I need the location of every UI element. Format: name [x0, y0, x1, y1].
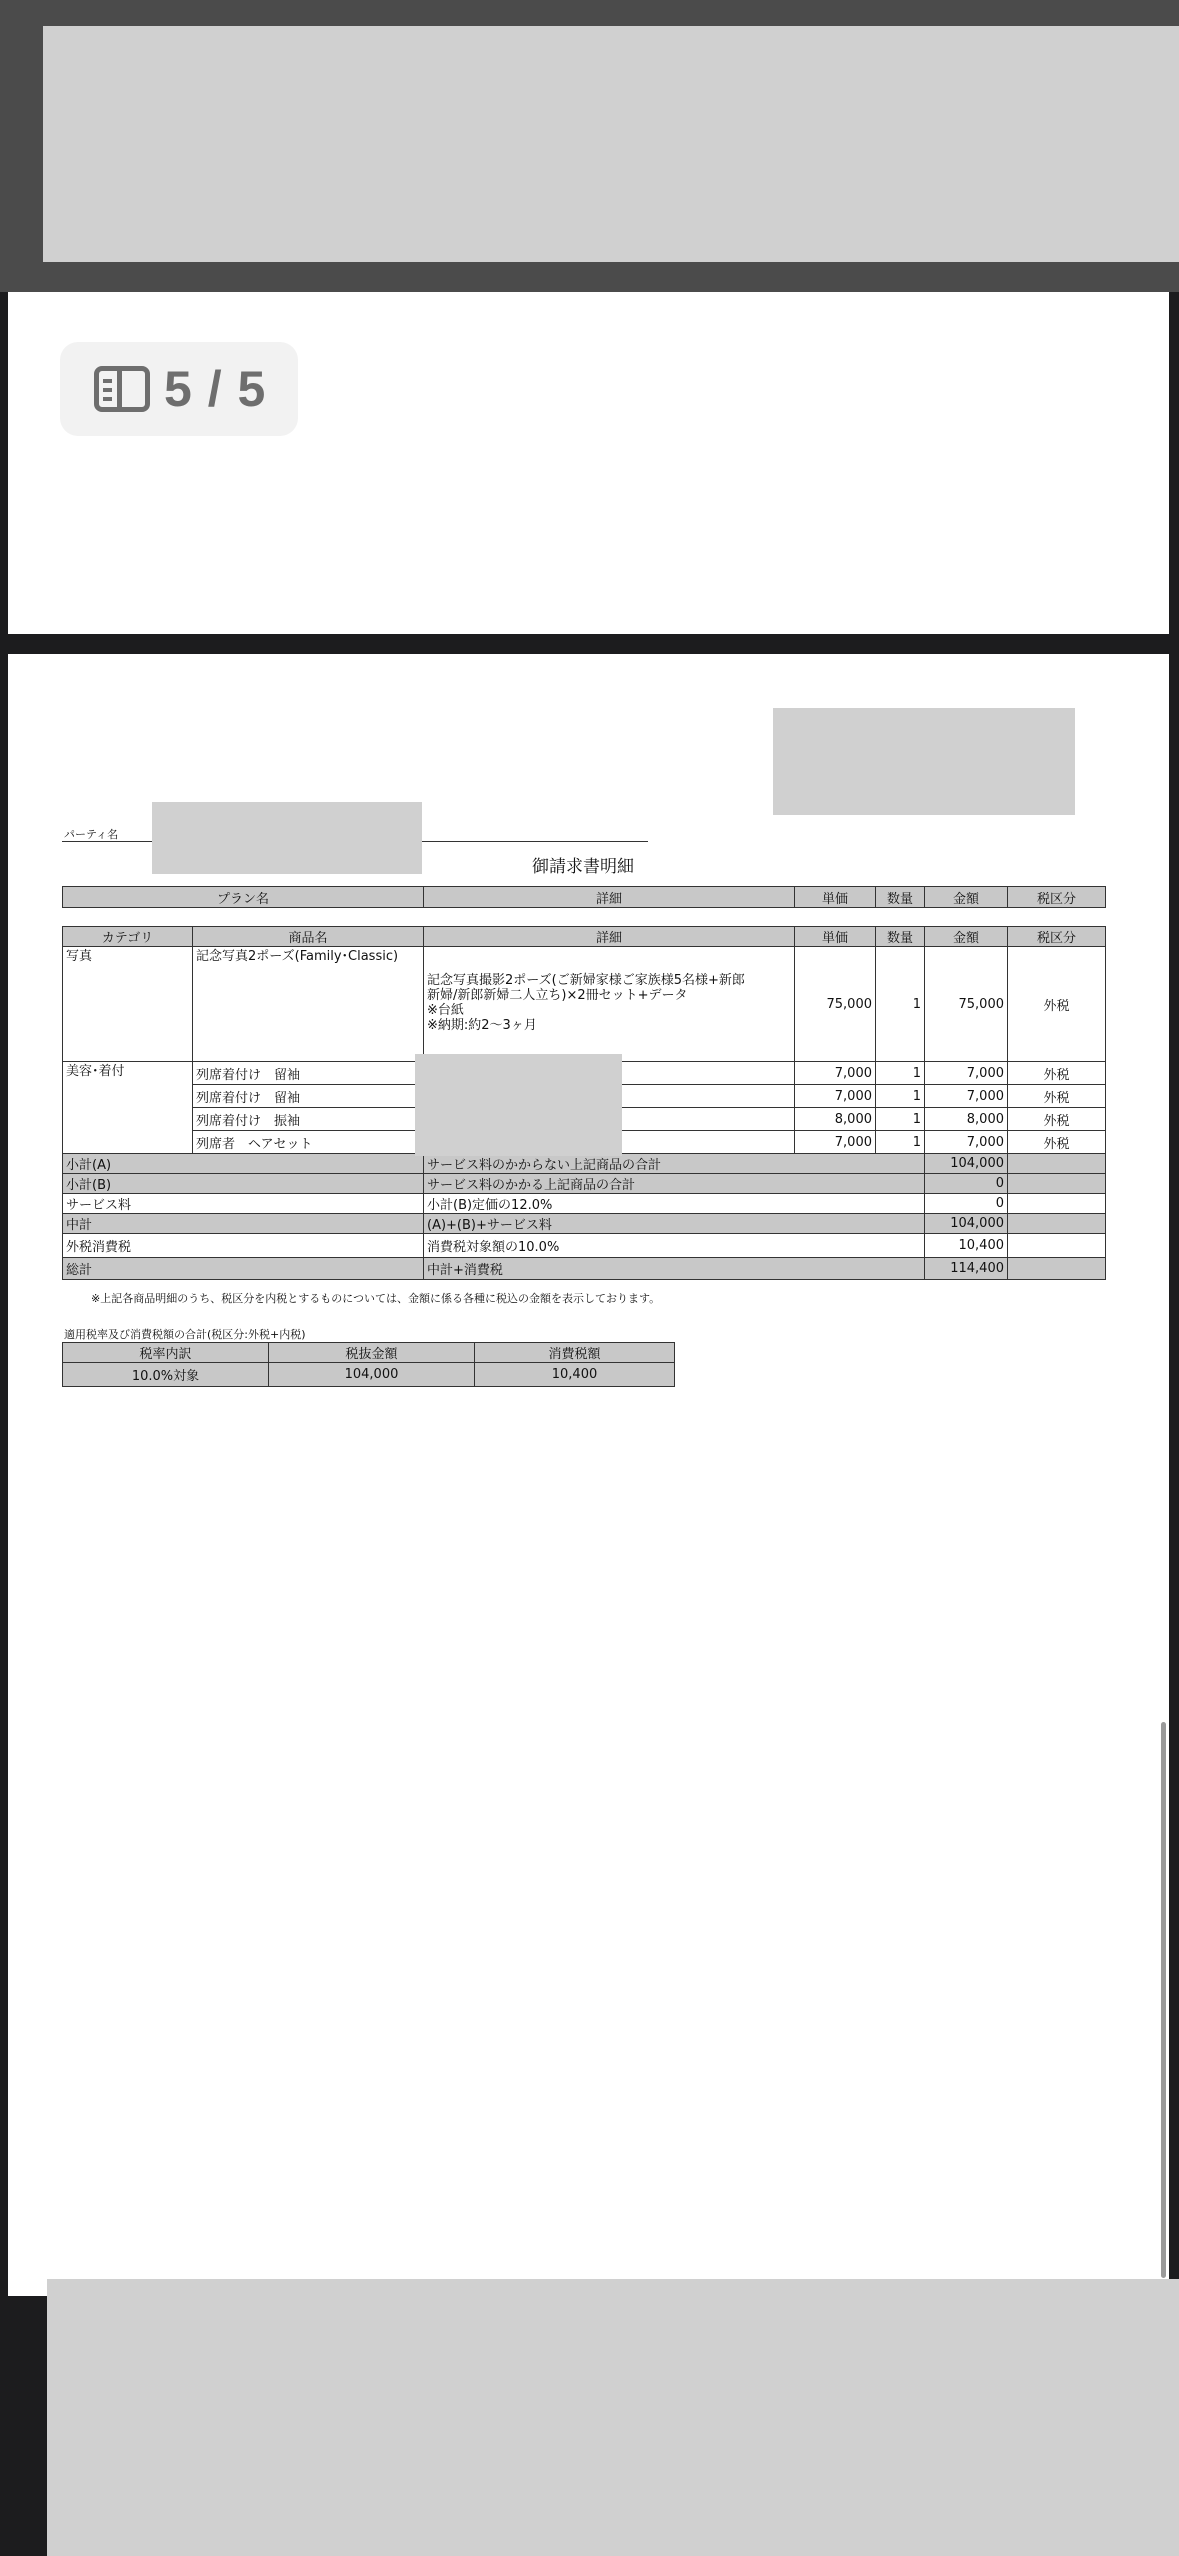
summary-label: 小計(A) [63, 1154, 424, 1174]
summary-blank [1008, 1258, 1106, 1280]
unit-price-cell: 8,000 [795, 1108, 876, 1131]
summary-row [63, 1174, 1106, 1194]
summary-desc: (A)+(B)+サービス料 [424, 1214, 925, 1234]
redacted-block [152, 802, 422, 874]
table-row [63, 1363, 675, 1387]
tax-header: 税抜金額 [269, 1343, 475, 1363]
summary-desc: 消費税対象額の10.0% [424, 1234, 925, 1258]
summary-label: 小計(B) [63, 1174, 424, 1194]
qty-cell: 1 [876, 1131, 925, 1154]
amount-cell: 7,000 [925, 1062, 1008, 1085]
summary-blank [1008, 1154, 1106, 1174]
party-label: パーティ名 [64, 828, 119, 841]
product-name-cell: 列席着付け 振袖 [193, 1108, 424, 1131]
redacted-block [47, 2279, 1179, 2556]
item-header: 単価 [795, 927, 876, 947]
summary-amount: 104,000 [925, 1214, 1008, 1234]
summary-desc: 中計+消費税 [424, 1258, 925, 1280]
summary-label: 外税消費税 [63, 1234, 424, 1258]
product-name-cell: 列席着付け 留袖 [193, 1062, 424, 1085]
tax-amount-cell: 10,400 [475, 1363, 675, 1387]
summary-label: 総計 [63, 1258, 424, 1280]
plan-table [62, 886, 1106, 908]
unit-price-cell: 7,000 [795, 1085, 876, 1108]
amount-cell: 75,000 [925, 947, 1008, 1062]
table-row [63, 947, 1106, 1062]
summary-row [63, 1234, 1106, 1258]
summary-row [63, 1214, 1106, 1234]
document-title: 御請求書明細 [532, 857, 634, 877]
unit-price-cell: 75,000 [795, 947, 876, 1062]
summary-label: サービス料 [63, 1194, 424, 1214]
category-cell: 美容･着付 [63, 1062, 193, 1154]
redacted-block [773, 708, 1075, 815]
summary-amount: 10,400 [925, 1234, 1008, 1258]
summary-amount: 0 [925, 1174, 1008, 1194]
tax-excluded-cell: 104,000 [269, 1363, 475, 1387]
redacted-block [415, 1054, 622, 1156]
summary-amount: 0 [925, 1194, 1008, 1214]
plan-header: 詳細 [424, 887, 795, 908]
detail-line: ※納期:約2～3ヶ月 [427, 1018, 537, 1033]
summary-blank [1008, 1174, 1106, 1194]
tax-type-cell: 外税 [1008, 947, 1106, 1062]
tax-type-cell: 外税 [1008, 1108, 1106, 1131]
tax-rate-cell: 10.0%対象 [63, 1363, 269, 1387]
tax-type-cell: 外税 [1008, 1085, 1106, 1108]
summary-label: 中計 [63, 1214, 424, 1234]
tax-header: 税率内訳 [63, 1343, 269, 1363]
product-name-cell: 列席着付け 留袖 [193, 1085, 424, 1108]
redacted-block [43, 26, 1179, 262]
unit-price-cell: 7,000 [795, 1062, 876, 1085]
summary-row [63, 1194, 1106, 1214]
detail-line: 新婦/新郎新婦二人立ち)×2冊セット+データ [427, 988, 688, 1003]
scrollbar[interactable] [1161, 1722, 1166, 2278]
item-header: 詳細 [424, 927, 795, 947]
category-cell: 写真 [63, 947, 193, 1062]
item-header: 税区分 [1008, 927, 1106, 947]
summary-blank [1008, 1234, 1106, 1258]
qty-cell: 1 [876, 1085, 925, 1108]
qty-cell: 1 [876, 947, 925, 1062]
plan-header: 数量 [876, 887, 925, 908]
summary-row [63, 1154, 1106, 1174]
plan-header: 金額 [925, 887, 1008, 908]
tax-table [62, 1342, 675, 1387]
plan-header: プラン名 [63, 887, 424, 908]
detail-line: 記念写真撮影2ポーズ(ご新婦家様ご家族様5名様+新郎 [427, 973, 745, 988]
plan-header: 単価 [795, 887, 876, 908]
item-header: 金額 [925, 927, 1008, 947]
tax-table-title: 適用税率及び消費税額の合計(税区分:外税+内税) [64, 1328, 306, 1341]
amount-cell: 7,000 [925, 1131, 1008, 1154]
amount-cell: 7,000 [925, 1085, 1008, 1108]
summary-blank [1008, 1214, 1106, 1234]
summary-desc: サービス料のかかる上記商品の合計 [424, 1174, 925, 1194]
tax-header: 消費税額 [475, 1343, 675, 1363]
summary-desc: サービス料のかからない上記商品の合計 [424, 1154, 925, 1174]
sidebar-icon [94, 366, 150, 412]
item-header: 商品名 [193, 927, 424, 947]
plan-header: 税区分 [1008, 887, 1106, 908]
tax-note: ※上記各商品明細のうち、税区分を内税とするものについては、金額に係る各種に税込の金額を表示しております。 [91, 1292, 661, 1305]
page-counter: 5 / 5 [164, 361, 267, 417]
item-header: 数量 [876, 927, 925, 947]
page-indicator[interactable] [60, 342, 298, 436]
summary-amount: 104,000 [925, 1154, 1008, 1174]
tax-type-cell: 外税 [1008, 1062, 1106, 1085]
summary-amount: 114,400 [925, 1258, 1008, 1280]
item-header: カテゴリ [63, 927, 193, 947]
product-name-cell: 記念写真2ポーズ(Family･Classic) [193, 947, 424, 1062]
detail-line: ※台紙 [427, 1003, 464, 1018]
summary-desc: 小計(B)定価の12.0% [424, 1194, 925, 1214]
qty-cell: 1 [876, 1108, 925, 1131]
summary-blank [1008, 1194, 1106, 1214]
amount-cell: 8,000 [925, 1108, 1008, 1131]
unit-price-cell: 7,000 [795, 1131, 876, 1154]
qty-cell: 1 [876, 1062, 925, 1085]
product-name-cell: 列席者 ヘアセット [193, 1131, 424, 1154]
summary-row [63, 1258, 1106, 1280]
tax-type-cell: 外税 [1008, 1131, 1106, 1154]
detail-cell [424, 947, 795, 1062]
